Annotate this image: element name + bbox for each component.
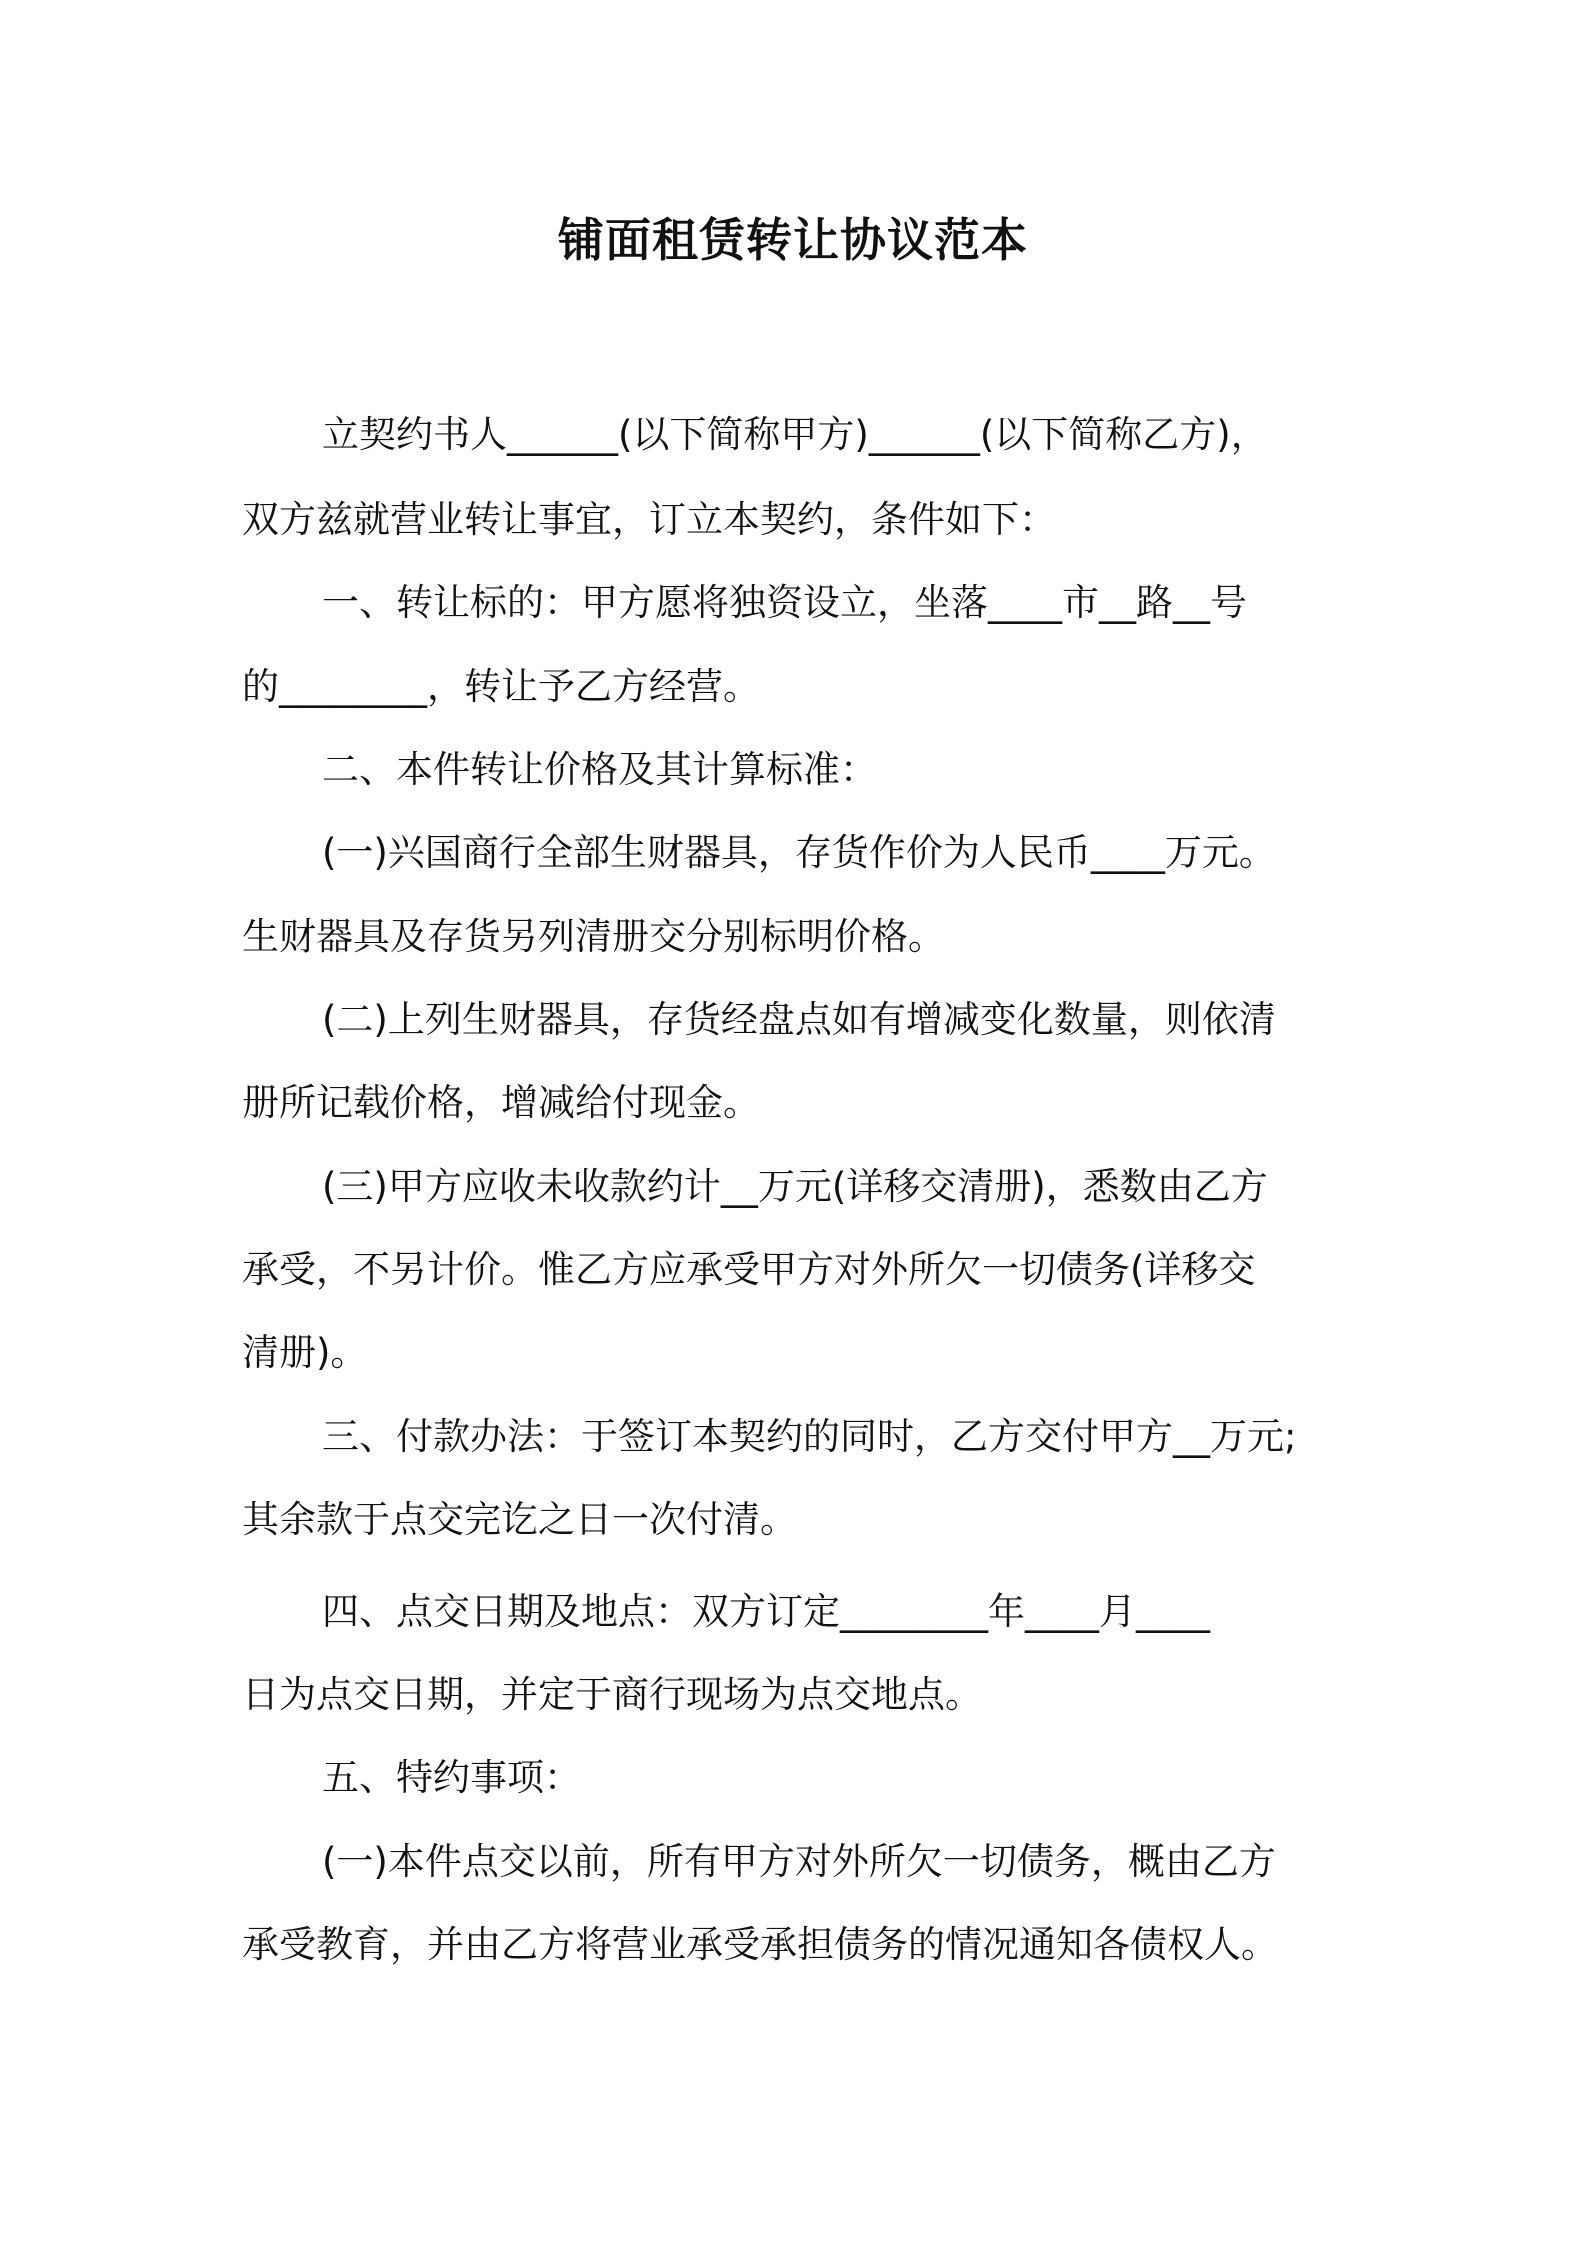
document-title: 铺面租赁转让协议范本: [558, 213, 1028, 267]
document-page: 铺面租赁转让协议范本 立契约书人______(以下简称甲方)______(以下简称乙方)， 双方兹就营业转让事宜，订立本契约，条件如下： 一、转让标的：甲方愿将独资设立，坐落____市__路__号 的________，转让予乙方经营。 二、本件转让价格及其计算标准： (一)兴国商行全部生财器具，存货作价为人民币____万元。 生财器具及存货另列清册交分别标明价格。 (二)上列生财器具，存货经盘点如有增减变化数量，则依清 册所记载价格，增减给付现金。 (三)甲方应收未收款约计__万元(详移交清册)，悉数由乙方 承受，不另计价。惟乙方应承受甲方对外所欠一切债务(详移交 清册)。 三、付款办法：于签订本契约的同时，乙方交付甲方__万元; 其余款于点交完讫之日一次付清。 四、点交日期及地点：双方订定________年____月____ 日为点交日期，并定于商行现场为点交地点。 五、特约事项： (一)本件点交以前，所有甲方对外所欠一切债务，概由乙方 承受教育，并由乙方将营业承受承担债务的情况通知各债权人。: [0, 0, 1586, 2244]
